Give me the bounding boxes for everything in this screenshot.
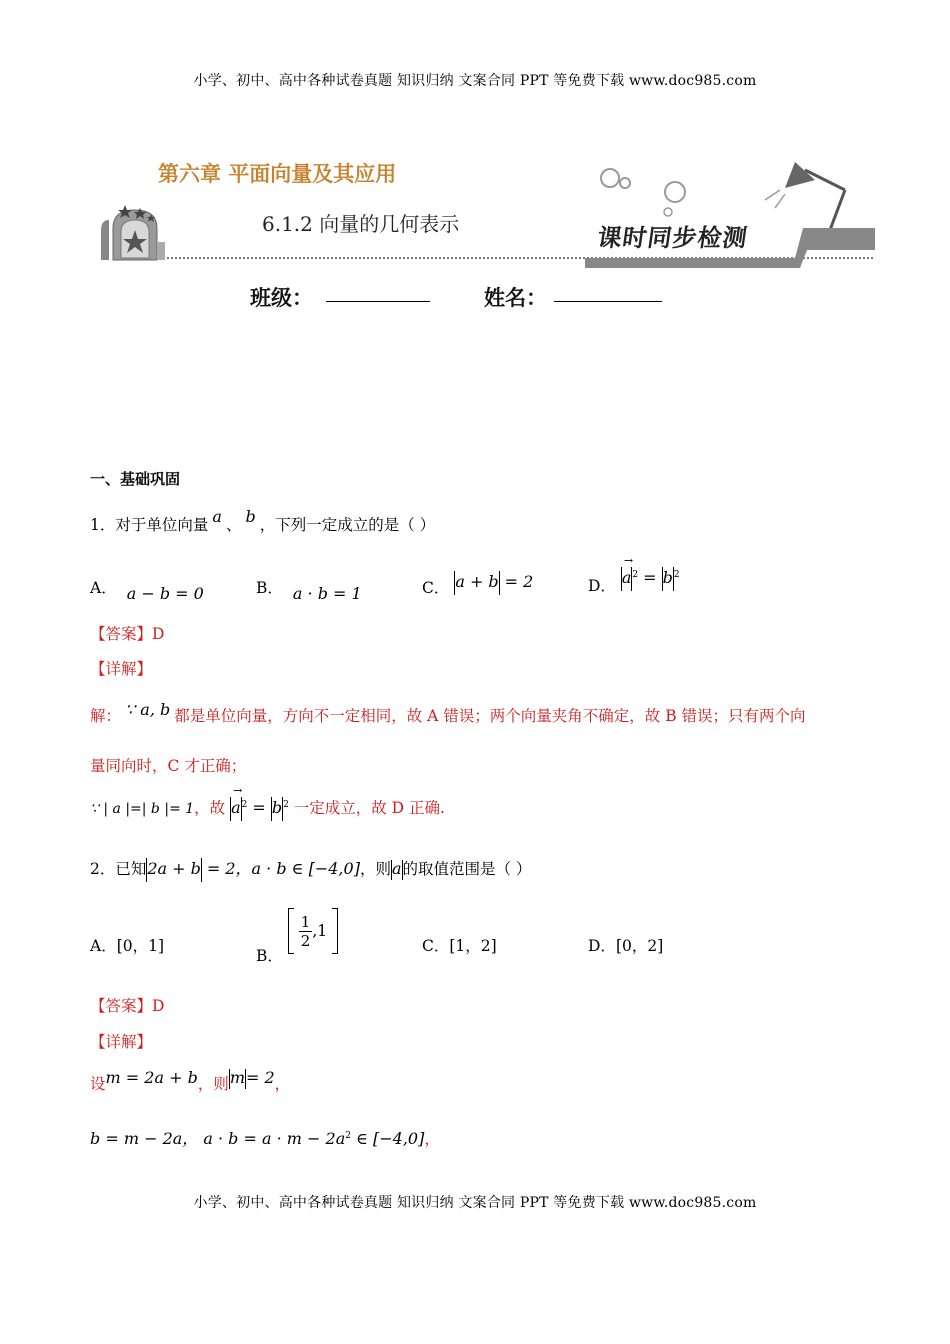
- lamp-icon: [765, 162, 845, 234]
- q1-detail-line-1: 解： ∵ a, b 都是单位向量，方向不一定相同，故 A 错误；两个向量夹角不确定，故 B 错误；只有两个向: [90, 700, 806, 725]
- q2-detail-line-2: b = m − 2a， $a \cdot b = a \cdot m - 2a^2$ ∈ [−4,0]，: [90, 1129, 440, 1148]
- q2-option-d: D．[0，2]: [588, 937, 664, 955]
- q2-answer: 【答案】D: [90, 997, 165, 1015]
- page-header: 小学、初中、高中各种试卷真题 知识归纳 文案合同 PPT 等免费下载 www.doc985.com: [193, 73, 757, 89]
- lesson-subtitle: 6.1.2 向量的几何表示: [262, 212, 460, 236]
- q1-option-a: A． a − b = 0: [90, 579, 204, 603]
- bubble-icon: [601, 169, 685, 216]
- q2-option-c: C．[1，2]: [422, 937, 497, 955]
- q2-option-a: A．[0，1]: [90, 937, 165, 955]
- section-title: 一、基础巩固: [90, 470, 181, 488]
- q1-option-c: C． a + b = 2: [422, 572, 534, 597]
- question-2-stem: 2．已知2a + b = 2，a · b ∈ [−4,0]，则a的取值范围是（ ）: [90, 856, 531, 882]
- q2-detail-line-1: 设m = 2a + b，则m= 2，: [90, 1068, 291, 1093]
- name-label: 姓名：: [484, 285, 547, 310]
- sync-test-badge: 课时同步检测: [595, 223, 750, 252]
- class-input-line[interactable]: [326, 300, 430, 302]
- q2-detail-tag: 【详解】: [90, 1033, 153, 1051]
- chapter-title: 第六章 平面向量及其应用: [158, 161, 397, 186]
- name-input-line[interactable]: [554, 300, 662, 302]
- q1-option-b: B． a · b = 1: [256, 579, 362, 603]
- question-1-stem: 1．对于单位向量 a 、 b ，下列一定成立的是（ ）: [90, 507, 436, 534]
- star-emblem-icon: [101, 205, 165, 260]
- q2-option-b: B． $\frac{1}{2}$ ,1: [256, 908, 338, 954]
- page-footer: 小学、初中、高中各种试卷真题 知识归纳 文案合同 PPT 等免费下载 www.doc985.com: [193, 1195, 757, 1211]
- q1-detail-line-3: ∵ | a |=| b |= 1，故 → $a^2 = b^2$ 一定成立，故 D 正确.: [90, 796, 445, 821]
- q1-detail-tag: 【详解】: [90, 660, 153, 678]
- q1-detail-line-2: 量同向时，C 才正确；: [90, 757, 247, 775]
- class-label: 班级：: [250, 285, 313, 310]
- q1-answer: 【答案】D: [90, 625, 165, 643]
- q1-option-d: D． → $a^2 = b^2$: [588, 554, 680, 595]
